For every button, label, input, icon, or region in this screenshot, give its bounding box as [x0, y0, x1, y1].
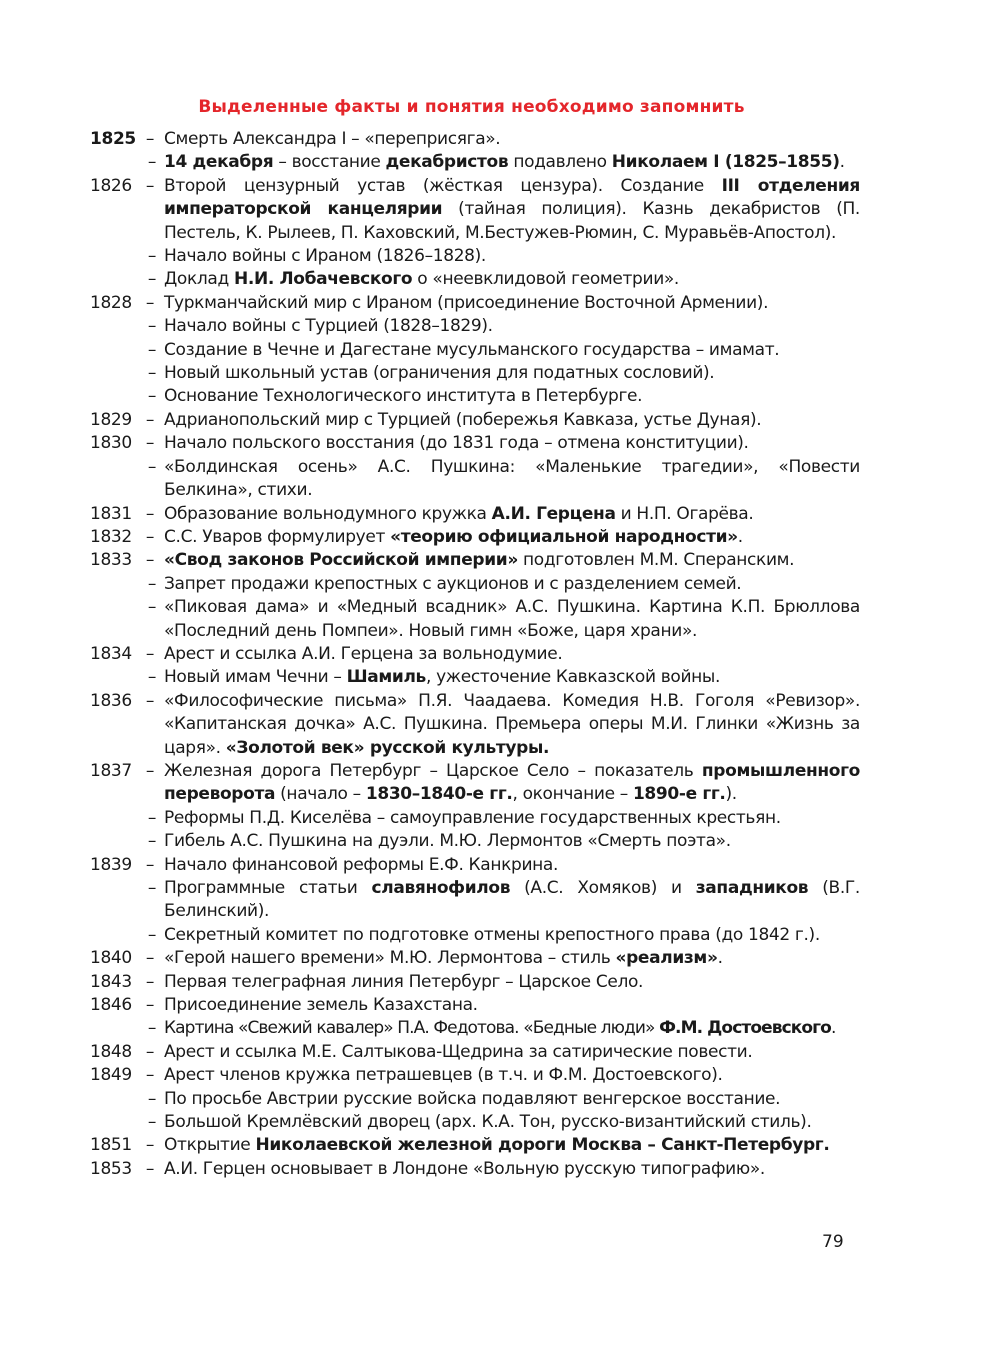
highlighted-term: Николаевской железной дороги Москва – Санкт-Петербург.: [255, 1135, 830, 1156]
entry-text-part: Доклад: [164, 269, 234, 290]
entry-text-part: Реформы П.Д. Киселёва – самоуправление государственных крестьян.: [164, 807, 781, 828]
entry-dash: –: [147, 386, 156, 407]
entry-dash: –: [147, 667, 156, 688]
chronology-entry: [90, 151, 860, 174]
entry-dash: –: [147, 831, 156, 852]
entry-text: [164, 432, 860, 455]
entry-text-part: о «неевклидовой геометрии».: [412, 269, 679, 290]
chronology-entry: [90, 666, 860, 689]
chronology-entry: [90, 573, 860, 596]
entry-text-part: , окончание –: [512, 784, 633, 805]
entry-year: [90, 268, 136, 291]
entry-year: [90, 807, 136, 830]
chronology-entry: [90, 432, 860, 455]
entry-text: [164, 456, 860, 503]
entry-text-part: .: [717, 948, 723, 969]
entry-year: 1837: [90, 760, 132, 781]
entry-year: 1833: [90, 550, 132, 571]
entry-year: 1829: [90, 409, 132, 430]
entry-dash: –: [145, 1135, 155, 1156]
entry-text-part: Адрианопольский мир с Турцией (побережья Кавказа, устье Дуная).: [164, 409, 762, 430]
entry-text: [164, 830, 860, 853]
chronology-entry: [90, 128, 860, 151]
entry-dash: –: [147, 878, 156, 898]
highlighted-term: А.И. Герцена: [491, 503, 616, 524]
chronology-entry: [90, 456, 860, 503]
entry-text: [164, 807, 860, 830]
chronology-entry: [90, 924, 860, 947]
entry-dash: –: [147, 597, 156, 618]
entry-dash: –: [145, 1041, 155, 1062]
entry-text: [164, 947, 860, 970]
highlighted-term: 14 декабря: [164, 152, 274, 173]
entry-dash: –: [145, 643, 155, 664]
chronology-entry: [90, 292, 860, 315]
highlighted-term: Шамиль: [346, 667, 426, 688]
highlighted-term: «Золотой век» русской культуры.: [225, 737, 550, 758]
entry-year: [90, 877, 136, 924]
highlighted-term: «Свод законов Российской империи»: [164, 550, 518, 571]
entry-dash: –: [147, 1112, 156, 1133]
entry-text: [164, 549, 860, 572]
entry-dash: –: [145, 971, 155, 992]
entry-text: [164, 877, 860, 924]
highlighted-term: «теорию официальной народности»: [390, 526, 738, 547]
entry-text-part: Секретный комитет по подготовке отмены крепостного права (до 1842 г.).: [164, 924, 820, 945]
entry-text: [164, 1134, 860, 1157]
entry-year: [90, 362, 136, 385]
entry-year: 1839: [90, 854, 132, 875]
entry-text-part: подавлено: [508, 152, 612, 173]
entry-dash: –: [147, 456, 156, 477]
entry-dash: –: [145, 948, 155, 969]
entry-text-part: «Пиковая дама» и «Медный всадник» А.С. Пушкина. Картина К.П. Брюллова «Последний день Помпеи». Новый гимн «Боже, царя храни».: [164, 597, 860, 641]
entry-text-part: Туркманчайский мир с Ираном (присоединение Восточной Армении).: [164, 292, 769, 313]
entry-text: [164, 175, 860, 245]
entry-year: 1836: [90, 690, 132, 711]
entry-year: 1831: [90, 503, 132, 524]
entry-text: [164, 245, 860, 268]
section-heading: Выделенные факты и понятия необходимо запомнить: [198, 97, 745, 117]
entry-dash: –: [145, 854, 155, 875]
entry-text-part: Основание Технологического института в Петербурге.: [164, 386, 643, 407]
entry-text-part: «Герой нашего времени» М.Ю. Лермонтова – стиль: [164, 948, 616, 969]
chronology-entry: [90, 971, 860, 994]
entry-text: [164, 760, 860, 807]
entry-year: 1825: [90, 129, 136, 149]
entry-year: [90, 151, 136, 174]
highlighted-term: Николаем I (1825–1855): [611, 152, 840, 173]
entry-text-part: Картина «Свежий кавалер» П.А. Федотова. «Бедные люди»: [164, 1018, 660, 1039]
highlighted-term: «реализм»: [615, 948, 718, 969]
chronology-entry: [90, 362, 860, 385]
entry-dash: –: [147, 269, 156, 290]
entry-text: [164, 596, 860, 643]
entry-text-part: подготовлен М.М. Сперанским.: [517, 550, 795, 571]
entry-text-part: Начало войны с Ираном (1826–1828).: [164, 246, 486, 267]
entry-text: [164, 151, 860, 174]
entry-text-part: Создание в Чечне и Дагестане мусульманского государства – имамат.: [164, 339, 780, 360]
entry-dash: –: [145, 995, 155, 1016]
highlighted-term: 1830–1840-е гг.: [365, 784, 513, 805]
entry-text: [164, 339, 860, 362]
entry-dash: –: [147, 363, 156, 384]
entry-text-part: Арест членов кружка петрашевцев (в т.ч. и Ф.М. Достоевского).: [164, 1065, 723, 1086]
entry-text-part: «Философические письма» П.Я. Чаадаева. Комедия Н.В. Гоголя «Ревизор». «Капитанская дочка» А.С. Пушкина. Премьера оперы М.И. Глинки «Жизнь за царя».: [164, 690, 860, 758]
entry-year: [90, 573, 136, 596]
entry-dash: –: [145, 129, 155, 149]
entry-text-part: По просьбе Австрии русские войска подавляют венгерское восстание.: [164, 1088, 781, 1109]
entry-text-part: Начало войны с Турцией (1828–1829).: [164, 316, 493, 337]
entry-text-part: Запрет продажи крепостных с аукционов и с разделением семей.: [164, 573, 742, 594]
entry-dash: –: [147, 339, 156, 360]
entry-text: [164, 315, 860, 338]
entry-dash: –: [145, 175, 155, 196]
entry-text-part: Открытие: [164, 1135, 256, 1156]
entry-year: 1848: [90, 1041, 132, 1062]
entry-text-part: Новый имам Чечни –: [164, 667, 347, 688]
entry-dash: –: [147, 924, 156, 945]
entry-text: [164, 690, 860, 760]
entry-dash: –: [147, 807, 156, 828]
entry-year: [90, 830, 136, 853]
entry-text: [164, 643, 860, 666]
chronology-entry: [90, 760, 860, 807]
entry-text: [164, 292, 860, 315]
chronology-entry: [90, 409, 860, 432]
entry-text-part: Начало польского восстания (до 1831 года – отмена конституции).: [164, 433, 749, 454]
chronology-entry: [90, 596, 860, 643]
chronology-entry: [90, 175, 860, 245]
chronology-entry: [90, 1017, 860, 1040]
entry-text-part: .: [830, 1018, 836, 1039]
chronology-entry: [90, 947, 860, 970]
chronology-entry: [90, 1064, 860, 1087]
entry-text-part: Присоединение земель Казахстана.: [164, 995, 478, 1016]
entry-text-part: А.И. Герцен основывает в Лондоне «Вольную русскую типографию».: [164, 1158, 765, 1179]
entry-dash: –: [145, 760, 155, 781]
highlighted-term: промышленного переворота: [164, 760, 860, 805]
entry-year: [90, 596, 136, 643]
entry-dash: –: [147, 1088, 156, 1109]
chronology-entry: [90, 643, 860, 666]
entry-dash: –: [145, 1158, 155, 1179]
chronology-entry: [90, 994, 860, 1017]
chronology-entry: [90, 807, 860, 830]
chronology-entry: [90, 268, 860, 291]
chronology-entry: [90, 830, 860, 853]
chronology-entry: [90, 1111, 860, 1134]
entry-text-part: .: [839, 152, 845, 173]
chronology-entry: [90, 245, 860, 268]
entry-year: 1853: [90, 1158, 132, 1179]
entry-text-part: , ужесточение Кавказской войны.: [425, 667, 721, 688]
entry-text: [164, 854, 860, 877]
entry-year: 1851: [90, 1135, 132, 1156]
entry-year: 1832: [90, 526, 132, 547]
entry-text: [164, 1111, 860, 1134]
entry-year: [90, 245, 136, 268]
chronology-entry: [90, 339, 860, 362]
highlighted-term: Ф.М. Достоевского: [659, 1018, 831, 1039]
entry-dash: –: [147, 246, 156, 267]
page-number: 79: [822, 1232, 844, 1252]
entry-year: [90, 924, 136, 947]
entry-year: [90, 1017, 136, 1040]
entry-text: [164, 385, 860, 408]
entry-text-part: Большой Кремлёвский дворец (арх. К.А. Тон, русско-византийский стиль).: [164, 1112, 812, 1133]
entry-text-part: Первая телеграфная линия Петербург – Царское Село.: [164, 971, 644, 992]
entry-text-part: Начало финансовой реформы Е.Ф. Канкрина.: [164, 854, 559, 875]
entry-text: [164, 1017, 860, 1040]
chronology-entry: [90, 877, 860, 924]
entry-text-part: Смерть Александра I – «переприсяга».: [164, 129, 501, 149]
entry-year: 1830: [90, 433, 132, 454]
entry-year: 1840: [90, 948, 132, 969]
highlighted-term: Н.И. Лобачевского: [233, 269, 413, 290]
entry-text: [164, 1088, 860, 1111]
entry-text: [164, 924, 860, 947]
entry-dash: –: [145, 503, 155, 524]
entry-year: 1849: [90, 1065, 132, 1086]
chronology-list: [90, 128, 860, 1181]
entry-text-part: Второй цензурный устав (жёсткая цензура). Создание: [164, 175, 722, 196]
entry-dash: –: [145, 433, 155, 454]
highlighted-term: 1890-е гг.: [632, 784, 726, 805]
entry-dash: –: [145, 409, 155, 430]
entry-text: [164, 503, 860, 526]
entry-dash: –: [147, 152, 156, 173]
entry-dash: –: [145, 526, 155, 547]
entry-text: [164, 573, 860, 596]
entry-year: 1843: [90, 971, 132, 992]
entry-text-part: (начало –: [275, 784, 366, 805]
entry-text-part: Арест и ссылка М.Е. Салтыкова-Щедрина за сатирические повести.: [164, 1041, 753, 1062]
chronology-entry: [90, 1041, 860, 1064]
highlighted-term: декабристов: [385, 152, 509, 173]
entry-year: [90, 456, 136, 503]
entry-text-part: Новый школьный устав (ограничения для податных сословий).: [164, 363, 715, 384]
chronology-entry: [90, 854, 860, 877]
highlighted-term: III отделения императорской канцелярии: [164, 175, 860, 220]
entry-dash: –: [147, 316, 156, 337]
entry-text-part: (А.С. Хомяков) и: [510, 878, 696, 898]
entry-text-part: ).: [725, 784, 737, 805]
entry-year: 1828: [90, 292, 132, 313]
entry-text-part: и Н.П. Огарёва.: [615, 503, 754, 524]
entry-text: [164, 1158, 860, 1181]
entry-text: [164, 971, 860, 994]
entry-text-part: Железная дорога Петербург – Царское Село – показатель: [164, 760, 702, 781]
entry-year: 1834: [90, 643, 132, 664]
entry-year: [90, 339, 136, 362]
entry-dash: –: [147, 1018, 156, 1039]
entry-text-part: «Болдинская осень» А.С. Пушкина: «Маленькие трагедии», «Повести Белкина», стихи.: [164, 456, 860, 501]
entry-dash: –: [145, 690, 155, 711]
chronology-entry: [90, 526, 860, 549]
entry-text: [164, 409, 860, 432]
chronology-entry: [90, 1158, 860, 1181]
entry-text: [164, 526, 860, 549]
entry-year: [90, 1088, 136, 1111]
entry-text: [164, 268, 860, 291]
chronology-entry: [90, 385, 860, 408]
entry-text-part: (тайная полиция). Казнь декабристов (П. Пестель, К. Рылеев, П. Каховский, М.Бестужев-Рюмин, С. Муравьёв-Апостол).: [164, 199, 860, 243]
entry-year: [90, 1111, 136, 1134]
chronology-entry: [90, 549, 860, 572]
entry-year: [90, 315, 136, 338]
entry-text-part: (В.Г. Белинский).: [164, 878, 860, 922]
entry-text: [164, 994, 860, 1017]
chronology-entry: [90, 503, 860, 526]
entry-year: [90, 666, 136, 689]
highlighted-term: западников: [695, 878, 809, 898]
entry-text: [164, 128, 860, 151]
entry-year: 1846: [90, 995, 132, 1016]
highlighted-term: славянофилов: [371, 878, 511, 898]
entry-text-part: – восстание: [273, 152, 386, 173]
entry-dash: –: [145, 1065, 155, 1086]
entry-text-part: Образование вольнодумного кружка: [164, 503, 492, 524]
chronology-entry: [90, 315, 860, 338]
chronology-entry: [90, 690, 860, 760]
entry-text: [164, 362, 860, 385]
entry-text-part: Гибель А.С. Пушкина на дуэли. М.Ю. Лермонтов «Смерть поэта».: [164, 831, 731, 852]
entry-text: [164, 1064, 860, 1087]
entry-dash: –: [147, 573, 156, 594]
entry-dash: –: [145, 292, 155, 313]
entry-dash: –: [145, 550, 155, 571]
entry-text-part: С.С. Уваров формулирует: [164, 526, 391, 547]
chronology-entry: [90, 1088, 860, 1111]
entry-text-part: Программные статьи: [164, 878, 372, 898]
entry-year: [90, 385, 136, 408]
entry-text-part: Арест и ссылка А.И. Герцена за вольнодумие.: [164, 643, 563, 664]
entry-year: 1826: [90, 175, 132, 196]
entry-text: [164, 666, 860, 689]
chronology-entry: [90, 1134, 860, 1157]
entry-text: [164, 1041, 860, 1064]
entry-text-part: .: [737, 526, 743, 547]
